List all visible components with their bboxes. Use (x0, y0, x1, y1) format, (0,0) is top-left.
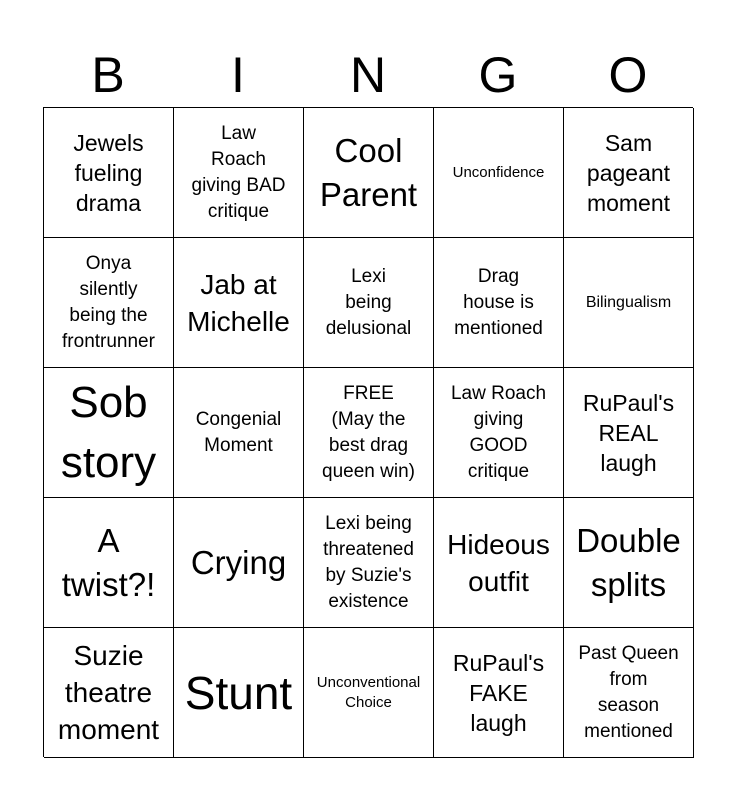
bingo-cell[interactable]: Past Queen from season mentioned (564, 628, 694, 758)
bingo-cell[interactable]: Jab at Michelle (174, 238, 304, 368)
bingo-cell[interactable]: Sam pageant moment (564, 108, 694, 238)
bingo-header (43, 44, 693, 106)
header-letter-b: B (91, 47, 125, 103)
bingo-cell[interactable]: Suzie theatre moment (44, 628, 174, 758)
free-space-cell[interactable]: FREE (May the best drag queen win) (304, 368, 434, 498)
bingo-cell[interactable]: Congenial Moment (174, 368, 304, 498)
bingo-cell[interactable]: Double splits (564, 498, 694, 628)
bingo-cell[interactable]: Law Roach giving GOOD critique (434, 368, 564, 498)
bingo-cell[interactable]: Lexi being delusional (304, 238, 434, 368)
bingo-cell[interactable]: Cool Parent (304, 108, 434, 238)
header-letter-o: O (608, 47, 648, 103)
bingo-cell[interactable]: Drag house is mentioned (434, 238, 564, 368)
bingo-cell[interactable]: Unconfidence (434, 108, 564, 238)
header-letter-g: G (478, 47, 518, 103)
bingo-cell[interactable]: Onya silently being the frontrunner (44, 238, 174, 368)
bingo-cell[interactable]: A twist?! (44, 498, 174, 628)
bingo-board (43, 107, 693, 757)
bingo-cell[interactable]: Jewels fueling drama (44, 108, 174, 238)
bingo-cell[interactable]: Law Roach giving BAD critique (174, 108, 304, 238)
bingo-cell[interactable]: Crying (174, 498, 304, 628)
bingo-cell[interactable]: Unconventional Choice (304, 628, 434, 758)
header-letter-n: N (349, 47, 387, 103)
bingo-cell[interactable]: RuPaul's FAKE laugh (434, 628, 564, 758)
bingo-cell[interactable]: RuPaul's REAL laugh (564, 368, 694, 498)
bingo-cell[interactable]: Hideous outfit (434, 498, 564, 628)
bingo-cell[interactable]: Sob story (44, 368, 174, 498)
bingo-cell[interactable]: Stunt (174, 628, 304, 758)
bingo-cell[interactable]: Lexi being threatened by Suzie's existence (304, 498, 434, 628)
header-letter-i: I (231, 47, 245, 103)
bingo-cell[interactable]: Bilingualism (564, 238, 694, 368)
